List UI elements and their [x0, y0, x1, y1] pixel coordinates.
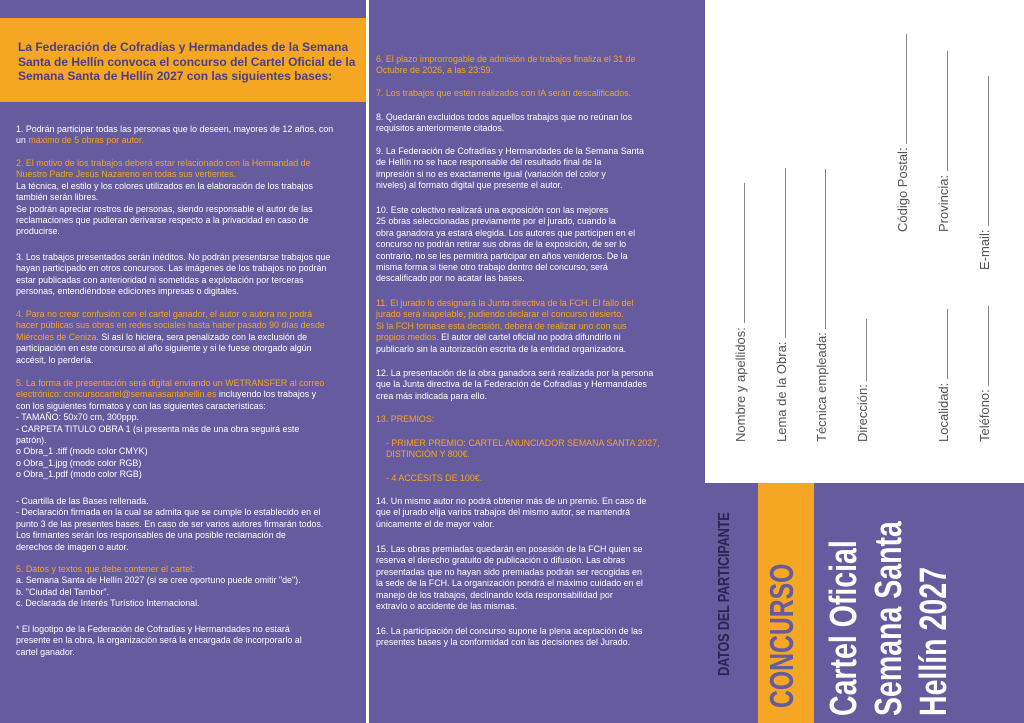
logo-note: * El logotipo de la Federación de Cofradías y Hermandades no estará presente en la obra, la organización será la encargada de incorporarlo al cartel ganador.	[16, 624, 302, 657]
motto-line[interactable]	[785, 168, 786, 338]
base-2-highlight: 2. El motivo de los trabajos deberá estar relacionado con la Hermandad de Nuestro Padre Jesús Nazareno en todas sus vertientes.	[16, 158, 311, 180]
base-13-premios: 13. PREMIOS:	[376, 414, 435, 424]
town-field[interactable]	[936, 309, 951, 442]
phone-field[interactable]	[977, 306, 992, 442]
cover-title-line1: Cartel Oficial	[823, 540, 865, 716]
motto-label: Lema de la Obra:	[774, 341, 789, 442]
province-field[interactable]	[936, 51, 951, 232]
base-4-highlight: 4. Para no crear confusión con el cartel ganador, el autor o autora no podrá hacer públicas sus obras en redes sociales hasta haber pasado 90 días desde Miércoles de Ceniza.	[16, 309, 325, 342]
email-field[interactable]	[977, 76, 992, 270]
bases-middle-column	[368, 0, 705, 723]
base-11	[376, 298, 696, 355]
cover-concurso: CONCURSO	[763, 563, 800, 708]
base-15: 15. Las obras premiadas quedarán en posesión de la FCH quien se reserva el derecho gratuito de publicación o difusión. Las obras presentadas que no hayan sido premiadas podrán ser recogidas en la sede de la FCH. La organización pondrá el máximo cuidado en el manejo de los trabajos, declinando toda responsabilidad por extravío o accidente de las mismas.	[376, 544, 643, 612]
cover-title-line3: Hellín 2027	[913, 567, 955, 716]
email-line[interactable]	[988, 76, 989, 226]
motto-field[interactable]	[774, 168, 789, 442]
province-line[interactable]	[947, 51, 948, 171]
poster-texts-highlight: 5. Datos y textos que debe contener el cartel:	[16, 564, 195, 574]
base-2-text: La técnica, el estilo y los colores utilizados en la elaboración de los trabajos también serán libres. Se podrán apreciar rostros de personas, siendo responsable el autor de las reclamaciones que pudieran derivarse respecto a la privacidad en caso de producirse.	[16, 180, 313, 237]
postal-code-label: Código Postal:	[895, 147, 910, 232]
base-11-highlight: 11. El jurado lo designará la Junta directiva de la FCH. El fallo del jurado será inapelable, pudiendo declarar el concurso desierto. Si la FCH tomase esta decisión, deberá de realizar uno con sus propios medios.	[376, 298, 634, 343]
province-label: Provincia:	[936, 174, 951, 232]
base-8: 8. Quedarán excluidos todos aquellos trabajos que no reúnan los requisitos anteriormente citados.	[376, 112, 633, 134]
address-field[interactable]	[855, 319, 870, 442]
base-4	[16, 309, 361, 366]
email-label: E-mail:	[977, 229, 992, 270]
technique-label: Técnica empleada:	[814, 332, 829, 442]
base-3: 3. Los trabajos presentados serán inéditos. No podrán presentarse trabajos que hayan participado en otros concursos. Las imágenes de los trabajos no podrán estar publicadas con anterioridad ni sometidas a explotación por terceras personas, entendiéndose ediciones impresas o digitales.	[16, 252, 331, 297]
base-5	[16, 378, 361, 481]
base-7: 7. Los trabajos que estén realizados con IA serán descalificados.	[376, 88, 632, 98]
cover-title-line2: Semana Santa	[868, 521, 910, 716]
first-prize: - PRIMER PREMIO: CARTEL ANUNCIADOR SEMANA SANTA 2027, DISTINCIÓN Y 800€.	[386, 438, 660, 460]
base-1-text: 1. Podrán participar todas las personas que lo deseen, mayores de 12 años, con un	[16, 124, 334, 146]
base-14: 14. Un mismo autor no podrá obtener más de un premio. En caso de que el jurado elija varios trabajos del mismo autor, se mantendrá únicamente el de mayor valor.	[376, 496, 647, 529]
technique-line[interactable]	[825, 169, 826, 329]
header-banner	[0, 18, 368, 102]
town-line[interactable]	[947, 309, 948, 379]
base-4-text: Si así lo hiciera, sera penalizado con la exclusión de participación en este concurso al año siguiente y si le fuese otorgado algún accésit, lo perdería.	[16, 331, 312, 365]
base-poster-texts	[16, 564, 361, 610]
postal-code-line[interactable]	[906, 34, 907, 144]
base-9: 9. La Federación de Cofradías y Hermandades de la Semana Santa de Hellín no se hace responsable del resultado final de la impresión si no es exactamente igual (variación del color y niveles) al formato digital que presente el autor.	[376, 146, 644, 191]
base-5-highlight: 5. La forma de presentación será digital enviando un WETRANSFER al correo electrónico: concursocartel@semanasantahellin.es	[16, 378, 325, 400]
base-11-text: El autor del cartel oficial no podrá difundirlo ni publicarlo sin la autorización escrita de la entidad organizadora.	[376, 332, 627, 354]
accesits-prize: - 4 ACCÉSITS DE 100€.	[386, 473, 483, 483]
base-16: 16. La participación del concurso supone la plena aceptación de las presentes bases y la conformidad con las decisiones del Jurado.	[376, 626, 643, 648]
base-1	[16, 124, 361, 147]
header-title: La Federación de Cofradías y Hermandades de la Semana Santa de Hellín convoca el concurso del Cartel Oficial de la Semana Santa de Hellín 2027 con las siguientes bases:	[18, 40, 356, 83]
name-field[interactable]	[733, 183, 748, 442]
phone-label: Teléfono:	[977, 389, 992, 442]
base-1-highlight: máximo de 5 obras por autor.	[28, 135, 144, 146]
address-line[interactable]	[866, 319, 867, 381]
name-label: Nombre y apellidos:	[733, 327, 748, 442]
phone-line[interactable]	[988, 306, 989, 386]
postal-code-field[interactable]	[895, 34, 910, 232]
town-label: Localidad:	[936, 382, 951, 442]
base-5-requirements: - Cuartilla de las Bases rellenada. - Declaración firmada en la cual se admita que se cumple lo establecido en el punto 3 de las presentes bases. En caso de ser varios autores firmarán todos. Los firmantes serán los responsables de una posible reclamación de derechos de imagen o autor.	[16, 496, 324, 552]
address-label: Dirección:	[855, 384, 870, 442]
base-12: 12. La presentación de la obra ganadora será realizada por la persona que la Junta directiva de la Federación de Cofradías y Hermandades crea más indicada para ello.	[376, 368, 654, 401]
technique-field[interactable]	[814, 169, 829, 442]
bases-left-column	[0, 0, 368, 723]
base-2	[16, 158, 361, 238]
base-6: 6. El plazo improrrogable de admisión de trabajos finaliza el 31 de Octubre de 2026, a las 23:59.	[376, 54, 636, 76]
participant-data-heading: DATOS DEL PARTICIPANTE	[716, 512, 733, 676]
base-10: 10. Este colectivo realizará una exposición con las mejores 25 obras seleccionadas previamente por el jurado, cuando la obra ganadora ya estará elegida. Los autores que participen en el concurso no podrán retirar sus obras de la exposición, de ser lo contrario, no se les permitirá participar en años venideros. De la misma forma si tiene otro trabajo dentro del concurso, será descalificado por no acatar las bases.	[376, 205, 636, 284]
base-5-text: incluyendo los trabajos y con los siguientes formatos y con las siguientes características: - TAMAÑO: 50x70 cm, 300ppp. - CARPETA TITULO OBRA 1 (si presenta más de una obra seguirá este patrón). o Obra_1 .tiff (modo color CMYK) o Obra_1.jpg (modo color RGB) o Obra_1.pdf (modo color RGB)	[16, 389, 317, 480]
poster-texts-list: a. Semana Santa de Hellín 2027 (si se cree oportuno puede omitir "de"). b. "Ciudad del Tambor". c. Declarada de Interés Turístico Internacional.	[16, 575, 301, 609]
name-line[interactable]	[744, 183, 745, 323]
